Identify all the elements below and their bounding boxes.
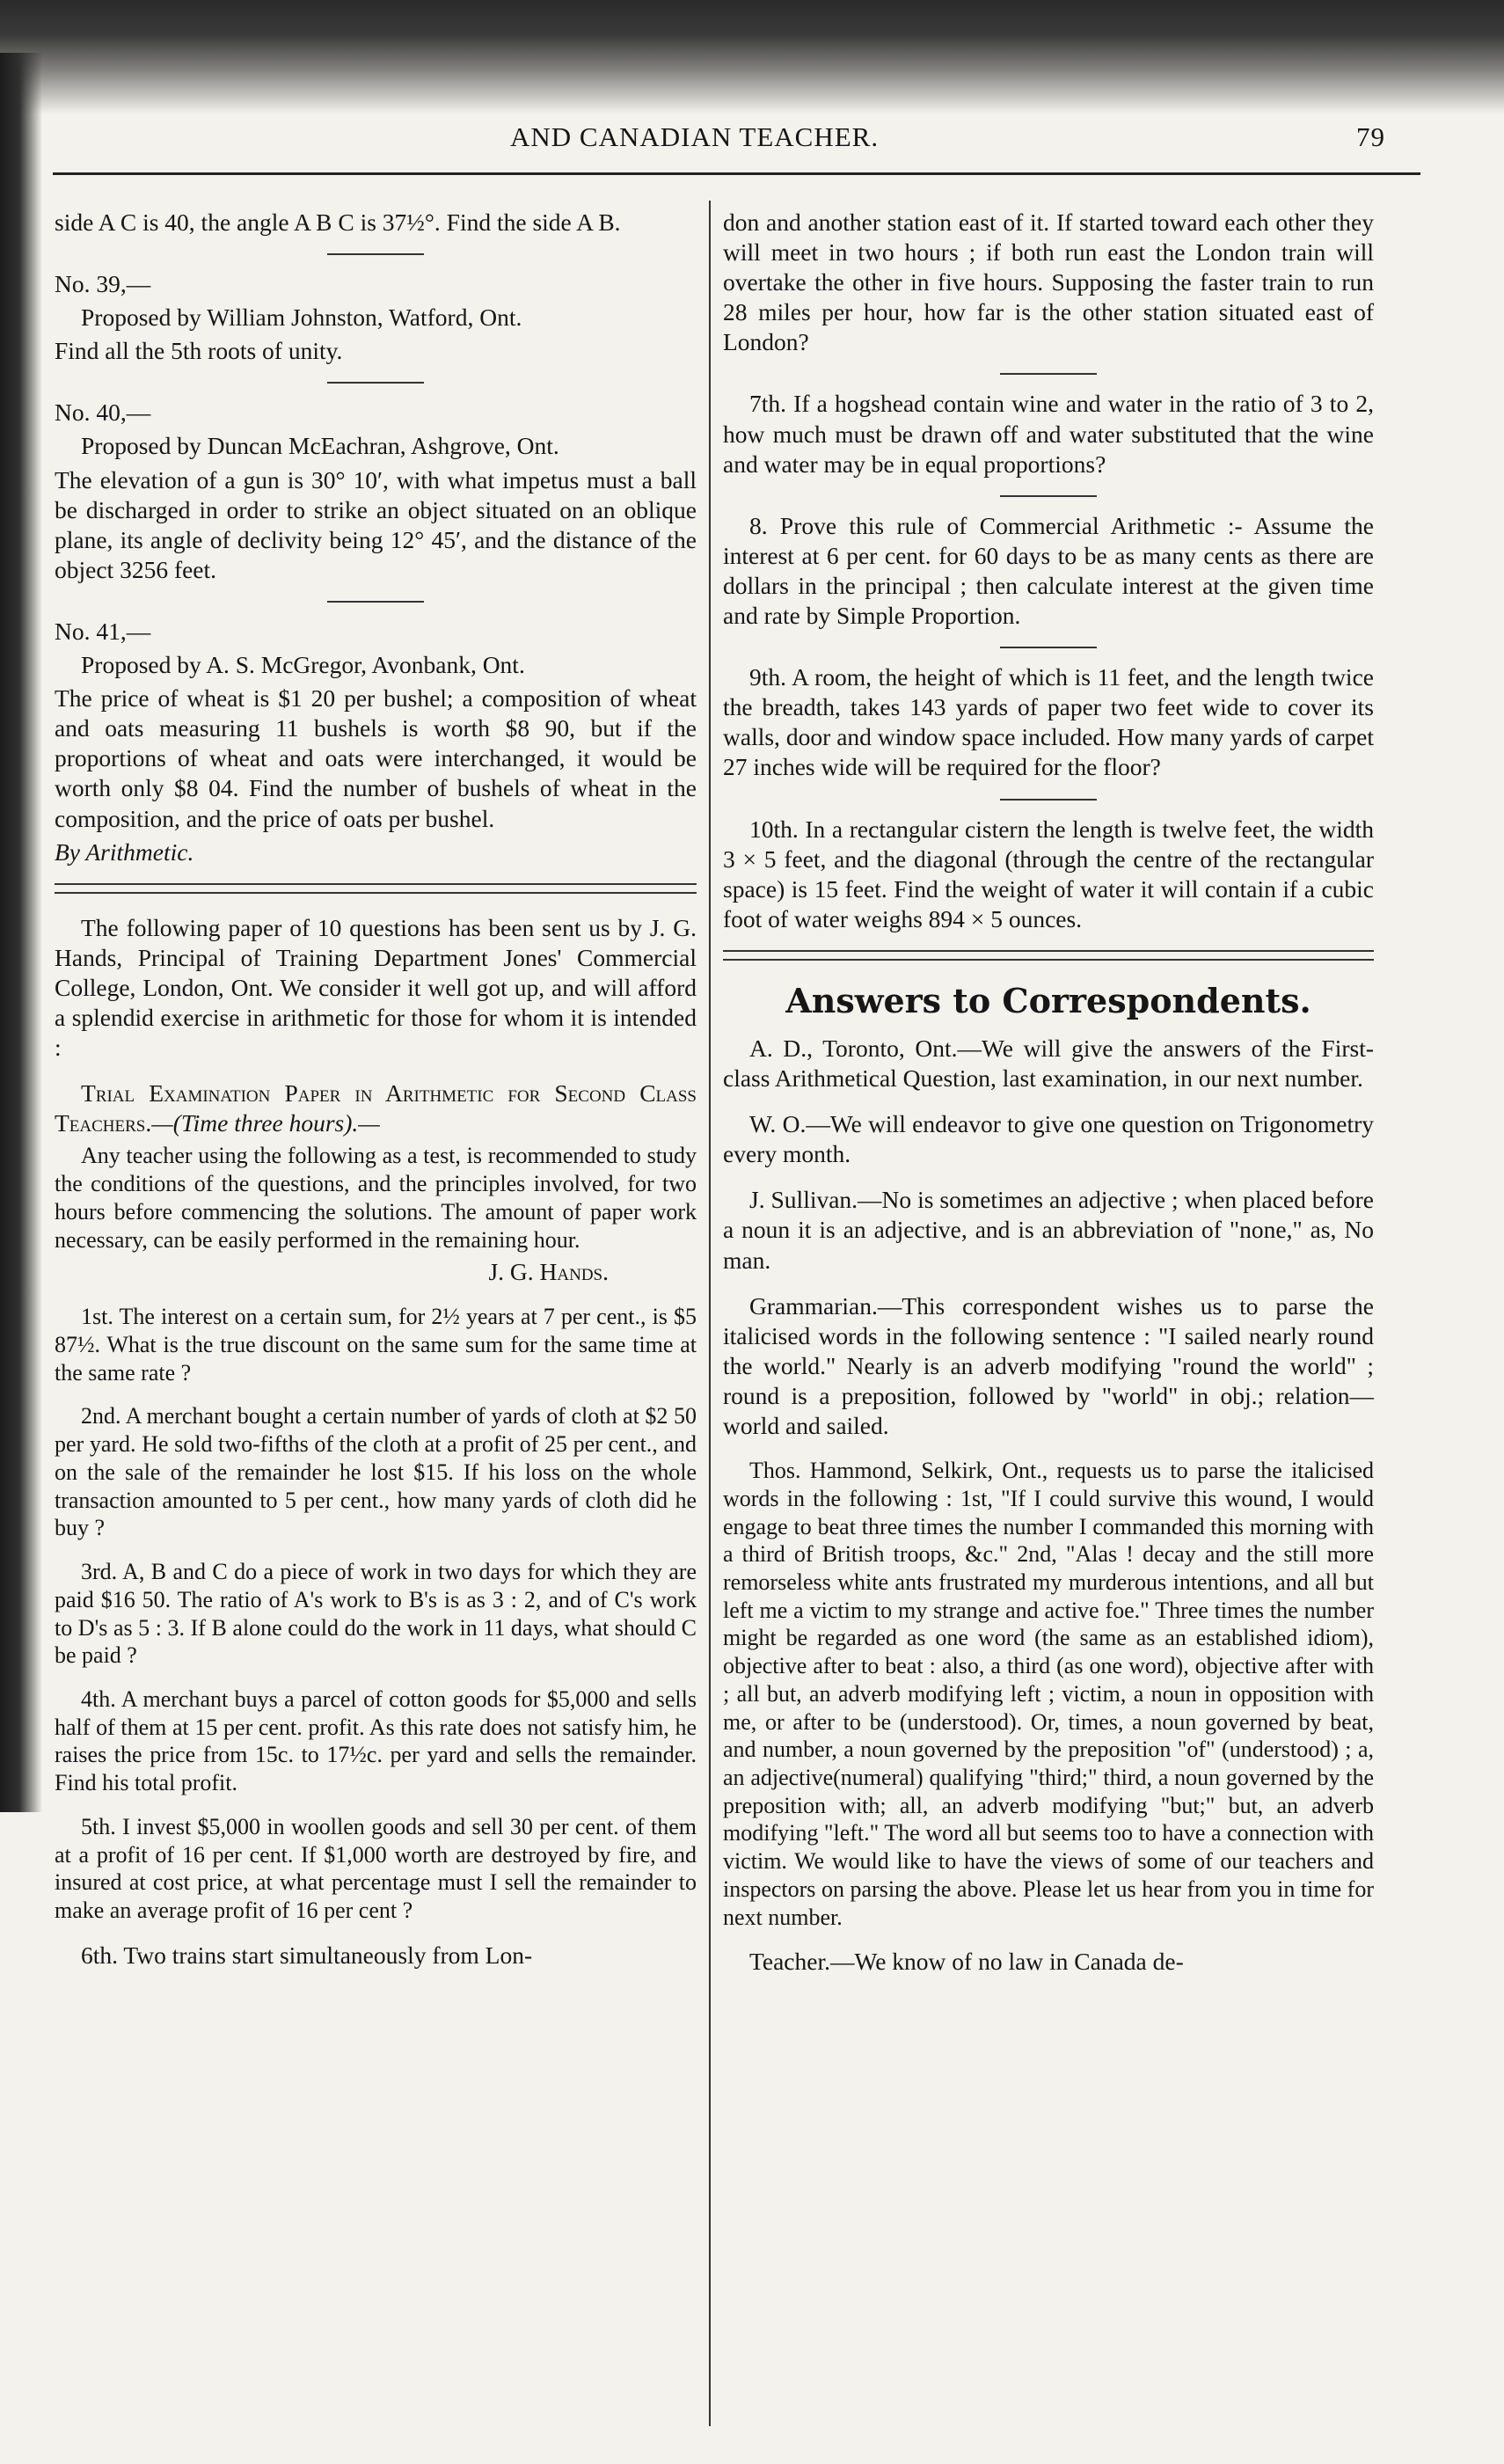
trial-paper-heading: Trial Examination Paper in Arithmetic for Second Class Teachers.: [55, 1079, 697, 1137]
trial-paper-time: —(Time three hours).—: [151, 1109, 380, 1137]
separator: [1000, 799, 1097, 801]
problem-40-author: Proposed by Duncan McEachran, Ashgrove, Ont.: [81, 432, 559, 460]
answer-teacher: Teacher.—We know of no law in Canada de-: [749, 1948, 1184, 1976]
question-8: 8. Prove this rule of Commercial Arithmetic :- Assume the interest at 6 per cent. for 60 days to be as many cents as there are dollars in the principal ; then calculate interest at the given time and rate by Simple Proportion.: [723, 511, 1374, 630]
separator: [1000, 647, 1097, 648]
problem-39-author: Proposed by William Johnston, Watford, Ont.: [81, 303, 522, 332]
question-7: 7th. If a hogshead contain wine and water in the ratio of 3 to 2, how much must be drawn off and water substituted that the wine and water may be in equal proportions?: [723, 390, 1374, 478]
problem-41-author: Proposed by A. S. McGregor, Avonbank, Ont.: [81, 651, 525, 679]
separator: [327, 382, 424, 384]
answer-ad: A. D., Toronto, Ont.—We will give the answers of the First-class Arithmetical Question, last examination, in our next number.: [723, 1034, 1374, 1093]
question-10: 10th. In a rectangular cistern the length is twelve feet, the width 3 × 5 feet, and the diagonal (through the centre of the rectangular space) is 15 feet. Find the weight of water it will contain if a cubic foot of water weighs 894 × 5 ounces.: [723, 815, 1374, 932]
instructions: Any teacher using the following as a test, is recommended to study the conditions of the questions, and the principles involved, for two hours before commencing the solutions. The amount of paper work necessary, can be easily performed in the remaining hour.: [55, 1143, 697, 1253]
problem-38-end: side A C is 40, the angle A B C is 37½°. Find the side A B.: [55, 208, 621, 236]
question-6-start: 6th. Two trains start simultaneously from Lon-: [81, 1941, 533, 1969]
intro-paragraph: The following paper of 10 questions has been sent us by J. G. Hands, Principal of Training Department Jones' Commercial College, London, Ont. We consider it well got up, and will afford a splendid exercise in arithmetic for those for whom it is intended :: [55, 913, 697, 1062]
question-1: 1st. The interest on a certain sum, for 2½ years at 7 per cent., is $5 87½. What is the true discount on the same sum for the same time at the same rate ?: [55, 1304, 697, 1386]
scan-edge-top: [0, 0, 1504, 114]
question-5: 5th. I invest $5,000 in woollen goods and sell 30 per cent. of them at a profit of 16 per cent. If $1,000 worth are destroyed by fire, and insured at cost price, at what percentage must I sell the remainder to make an average profit of 16 per cent ?: [55, 1813, 697, 1923]
separator: [1000, 495, 1097, 497]
journal-title: AND CANADIAN TEACHER.: [510, 121, 880, 152]
question-4: 4th. A merchant buys a parcel of cotton goods for $5,000 and sells half of them at 15 per cent. profit. As this rate does not satisfy him, he raises the price from 15c. to 17½c. per yard and sells the remainder. Find his total profit.: [55, 1685, 697, 1796]
answer-grammarian: Grammarian.—This correspondent wishes us to parse the italicised words in the following sentence : "I sailed nearly round the world." Nearly is an adverb modifying "round the world" ; round is a preposition, followed by "world" in obj.; relation—world and sailed.: [723, 1291, 1374, 1440]
question-6-continued: don and another station east of it. If started toward each other they will meet in two hours ; if both run east the London train will overtake the other in five hours. Supposing the faster train to run 28 miles per hour, how far is the other station situated east of London?: [723, 208, 1374, 356]
left-column: [55, 208, 697, 2424]
page-number: 79: [1356, 121, 1385, 152]
separator: [327, 601, 424, 603]
problem-41-method: By Arithmetic.: [55, 837, 194, 866]
problem-40-label: No. 40,—: [55, 398, 151, 427]
answer-sullivan: J. Sullivan.—No is sometimes an adjective ; when placed before a noun it is an adjective, and is an abbreviation of "none," as, No man.: [723, 1186, 1374, 1274]
scan-edge-left: [0, 53, 42, 1812]
problem-41-text: The price of wheat is $1 20 per bushel; a composition of wheat and oats measuring 11 bushels is worth $8 90, but if the proportions of wheat and oats were interchanged, it would be worth only $8 04. Find the number of bushels of wheat in the composition, and the price of oats per bushel.: [55, 684, 697, 832]
separator: [327, 253, 424, 255]
answer-wo: W. O.—We will endeavor to give one question on Trigonometry every month.: [723, 1110, 1374, 1168]
column-divider: [709, 201, 711, 2426]
problem-40-text: The elevation of a gun is 30° 10′, with what impetus must a ball be discharged in order to strike an object situated on an oblique plane, its angle of declivity being 12° 45′, and the distance of the object 3256 feet.: [55, 465, 697, 583]
separator: [1000, 373, 1097, 375]
trial-paper-title: [55, 1078, 697, 1138]
answer-hammond: Thos. Hammond, Selkirk, Ont., requests us to parse the italicised words in the following : 1st, "If I could survive this wound, I would engage to beat three times the number I commanded this morning with a third of British troops, &c." 2nd, "Alas ! decay and the still more remorseless white ants frustrated my murderous intentions, and all but left me a victim to my strange and active foe." Three times the number might be regarded as one word (the same as an established idiom), objective after to beat : also, a third (as one word), objective after with ; all but, an adverb modifying left ; victim, a noun in opposition with me, or after to be (understood). Or, times, a noun governed by beat, and number, a noun governed by the preposition "of" (understood) ; a, an adjective(numeral) qualifying "third;" third, a noun governed by the preposition with; all, an adverb modifying "but;" but, an adverb modifying "left." The word all but seems too to have a connection with victim. We would like to have the views of some of our teachers and inspectors on parsing the above. Please let us hear from you in time for next number.: [723, 1458, 1374, 1930]
section-rule: [723, 950, 1374, 961]
section-rule: [55, 883, 697, 894]
question-2: 2nd. A merchant bought a certain number of yards of cloth at $2 50 per yard. He sold two-fifths of the cloth at a profit of 25 per cent., and on the sale of the remainder he lost $15. If his loss on the whole transaction amounted to 5 per cent., how many yards of cloth did he buy ?: [55, 1403, 697, 1541]
question-9: 9th. A room, the height of which is 11 feet, and the length twice the breadth, takes 143 yards of paper two feet wide to cover its walls, door and window space included. How many yards of carpet 27 inches wide will be required for the floor?: [723, 663, 1374, 781]
problem-39-text: Find all the 5th roots of unity.: [55, 337, 343, 365]
question-3: 3rd. A, B and C do a piece of work in two days for which they are paid $16 50. The ratio of A's work to B's is as 3 : 2, and of C's work to D's as 5 : 3. If B alone could do the work in 11 days, what should C be paid ?: [55, 1559, 697, 1669]
problem-39-label: No. 39,—: [55, 270, 151, 298]
running-header: [53, 121, 1460, 157]
right-column: [723, 208, 1374, 2424]
problem-41-label: No. 41,—: [55, 617, 151, 645]
signature: J. G. Hands.: [488, 1258, 609, 1286]
header-rule: [53, 172, 1420, 175]
answers-heading: Answers to Correspondents.: [785, 980, 1311, 1020]
